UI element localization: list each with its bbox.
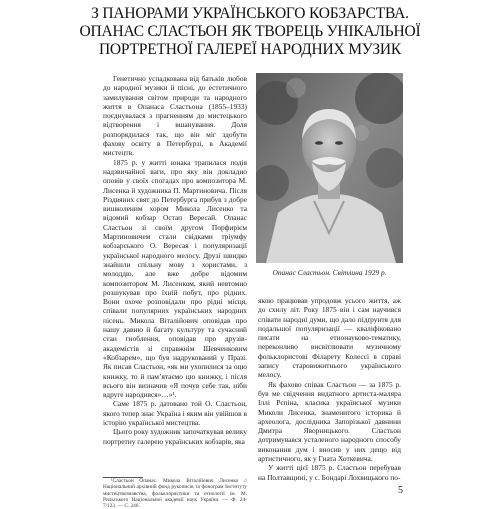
paragraph: 1875 р. у житті юнака трапилася подія надзвичайної ваги, про яку він докладно оповів у своїх спогадах про композитора М. Лисенка й художника П. Мартиновича. Після Різдвяних свят до Петербурга прибув з добре вишколеним хором Микола Лисенко та відомий кобзар Остап Вересай. Опанас Сластьон зі своїм другом Порфирієм Мартиновичем стали свідками тріумфу кобзарського О. Вересая і популяризації української народного мелосу. Друзі швидко знайшли спільну мову з хористами, з молоддю, але вже добре відомим композитором М. Лисенком, який невтомно розшукував про їхній побут, про рідних. Вони охоче розповідали про рідні місця, співали популярних українських народних пісень. Микола Віталійович оповідав про нашу давню й багату культуру та сучасний стан гноблення, оповідав про друзів-академістів зі справжнім Шевченковим «Кобзарем», що був надрукований у Празі. Як писав Сластьон, «як ми ухопилися за оцю книжку, то й пам’ятаємо цю книжку, і після всього він визначив «Я почув себе так, ніби вдруге народився»…»¹. <box>103 157 247 400</box>
chapter-title <box>70 5 430 59</box>
footnote-text: ¹Сластьон Опанас. Микола Віталійович Лисенко // Національний архівний фонд рукописів та фонограм Інституту мистецтвознавства, фольклористики та етнології ім. М. Рильського Національної академії наук України. — Ф. 24-7/123. — С. 246. <box>103 478 247 509</box>
chapter-title-line: ПОРТРЕТНОЇ ГАЛЕРЕЇ НАРОДНИХ МУЗИК <box>98 41 402 58</box>
page-number: 5 <box>398 485 403 496</box>
paragraph: Як фахово співак Сластьон — за 1875 р. був ме свідчення видатного артиста-маляра Іллі Рєпіна, класика української музики Миколи Лисенка, знаменитого історика й археолога, дослідника Запорізької давнини Дмитра Яворницького. Сластьон дотримувався усталеного народного способу виконання дум і вносив у них дещо від артистичного, як у Гната Хоткевича. <box>258 379 401 464</box>
chapter-title-line: З ПАНОРАМИ УКРАЇНСЬКОГО КОБЗАРСТВА. <box>91 5 409 22</box>
photo-caption: Опанас Сластьон. Світлина 1929 р. <box>272 268 387 277</box>
paragraph: якою працював упродовж усього життя, аж до схилу літ. Року 1875 він і сам научився співати народні думи, що дало підґрунтя для подальшої популяризації — кваліфіковано писати на етнонауково-тематику, переконливо висвітлювати музичному фольклористові Філарету Колессі в справі запису старовижитнього українського мелосу. <box>258 296 401 380</box>
paragraph: Цього року художник започаткував велику портретну галерею українських кобзарів, яка <box>103 427 247 446</box>
footnote <box>103 478 247 509</box>
chapter-title-line: ОПАНАС СЛАСТЬОН ЯК ТВОРЕЦЬ УНІКАЛЬНОЇ <box>79 23 421 40</box>
portrait-photo <box>256 73 403 263</box>
right-text-column <box>258 296 401 482</box>
paragraph: Генетично успадкована від батьків любов до народної музики й пісні, до естетичного замилування світом природи та народного життя в Опанаса Сластьона (1855–1933) поєднувалася з прагненням до мистецького відтворення і вшанування. Доля розпорядилася так, що він міг здобути фахову освіту в Петербурзі, в Академії мистецтв. <box>103 74 247 158</box>
left-text-column <box>103 74 247 446</box>
paragraph: У житті цієї 1875 р. Сластьон перебував на Полтавщині, у с. Бондарі Лохвицького по- <box>258 463 401 482</box>
paragraph: Саме 1875 р. датовано той О. Сластьон, якого тепер знає Україна і яким він увійшов в історію української мистецтва. <box>103 399 247 427</box>
